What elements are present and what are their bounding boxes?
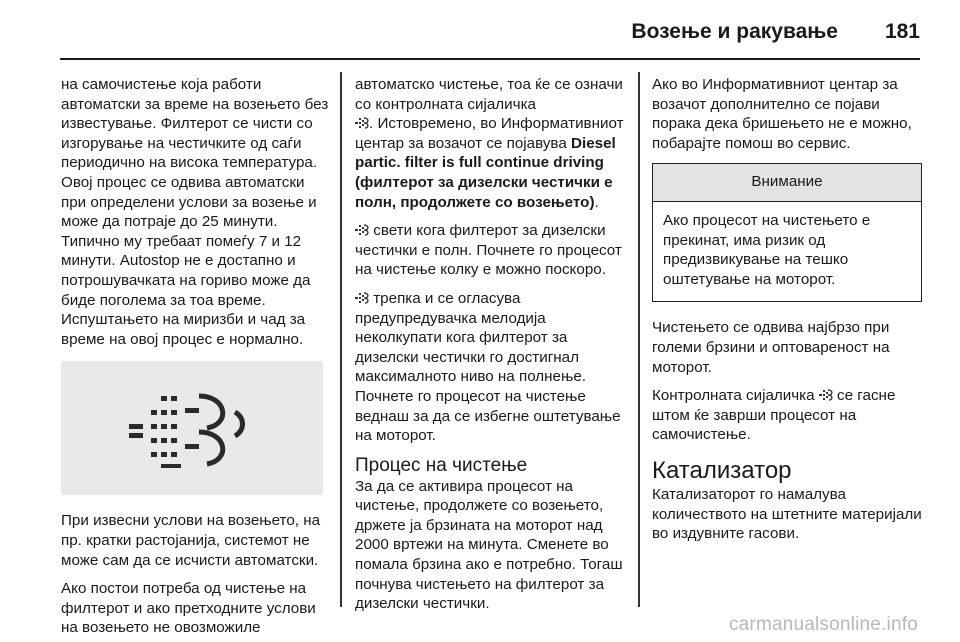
filter-warning-icon [355, 223, 369, 237]
paragraph [355, 289, 627, 446]
watermark-text: carmanualsonline.info [728, 614, 918, 635]
paragraph: Катализаторот го намалува количеството на штетните материјали во издувните гасови. [652, 485, 922, 543]
text-span: автоматско чистење, тоа ќе се означи со контролната сијаличка [355, 76, 623, 113]
column-divider [340, 72, 342, 607]
filter-warning-icon [355, 116, 369, 130]
filter-warning-icon [819, 388, 833, 402]
text-span: се гасне штом ќе заврши процесот на самочистење. [652, 387, 896, 444]
diesel-particle-filter-illustration [61, 361, 323, 495]
driver-info-message: Diesel partic. filter is full continue driving (филтерот за дизелски честички е полн, продолжете со возењето) [355, 134, 616, 211]
column-3 [652, 75, 922, 553]
caution-box [652, 163, 922, 302]
text-span: . Истовремено, во Информативниот центар за возачот се појавува [355, 115, 624, 152]
column-2 [355, 75, 627, 623]
paragraph [355, 221, 627, 280]
section-heading: Процес на чистење [355, 454, 528, 476]
page-header [0, 0, 960, 58]
text-span: Контролната сијаличка [652, 387, 815, 405]
caution-body: Ако процесот на чистењето е прекинат, има ризик од предизвикување на тешко оштетување на моторот. [663, 211, 871, 288]
paragraph [652, 386, 922, 445]
text-span: свети кога филтерот за дизелски честички е полн. Почнете го процесот на чистење колку е можно поскоро. [355, 222, 622, 279]
paragraph: Ако во Информативниот центар за возачот дополнително се појави порака дека бришењето не е можно, побарајте помош во сервис. [652, 76, 912, 152]
section-heading: Катализатор [652, 456, 792, 484]
column-1 [61, 75, 329, 642]
paragraph: Чистењето се одвива најбрзо при големи брзини и оптовареност на моторот. [652, 319, 890, 376]
page-title: Возење и ракување [631, 20, 838, 43]
filter-warning-icon [355, 291, 369, 305]
column-divider [638, 72, 640, 607]
paragraph: Ако постои потреба од чистење на филтерот и ако претходните услови на возењето не овозможиле [61, 580, 316, 637]
paragraph [355, 75, 627, 212]
caution-title: Внимание [653, 164, 921, 202]
header-rule [60, 58, 920, 60]
text-span: . [594, 193, 599, 211]
paragraph: на самочистење која работи автоматски за време на возењето без известување. Филтерот се чисти со изгорување на честичките од саѓи периодично на висока температура. Овој процес се одвива автоматски при определени услови за возење и може да потраје до 25 минути. Типично му требаат помеѓу 7 и 12 минути. Autostop не е достапно и потрошувачката на гориво може да биде поголема за тоа време. Испуштањето на миризби и чад за време на овој процес е нормално. [61, 76, 329, 348]
paragraph: За да се активира процесот на чистење, продолжете со возењето, држете ја брзината на моторот над 2000 вртежи на минута. Сменете во помала брзина ако е потребно. Тогаш почнува чистењето на филтерот за дизелски честички. [355, 477, 623, 613]
diesel-particle-filter-icon [127, 388, 257, 468]
paragraph: При извесни услови на возењето, на пр. кратки растојанија, системот не може сам да се исчисти автоматски. [61, 512, 321, 569]
page-number: 181 [884, 20, 920, 43]
text-span: трепка и се огласува предупредувачка мелодија неколкупати кога филтерот за дизелски честички го достигнал максималното ниво на полнење. Почнете го процесот на чистење веднаш за да се избегне оштетување на моторот. [355, 289, 621, 445]
